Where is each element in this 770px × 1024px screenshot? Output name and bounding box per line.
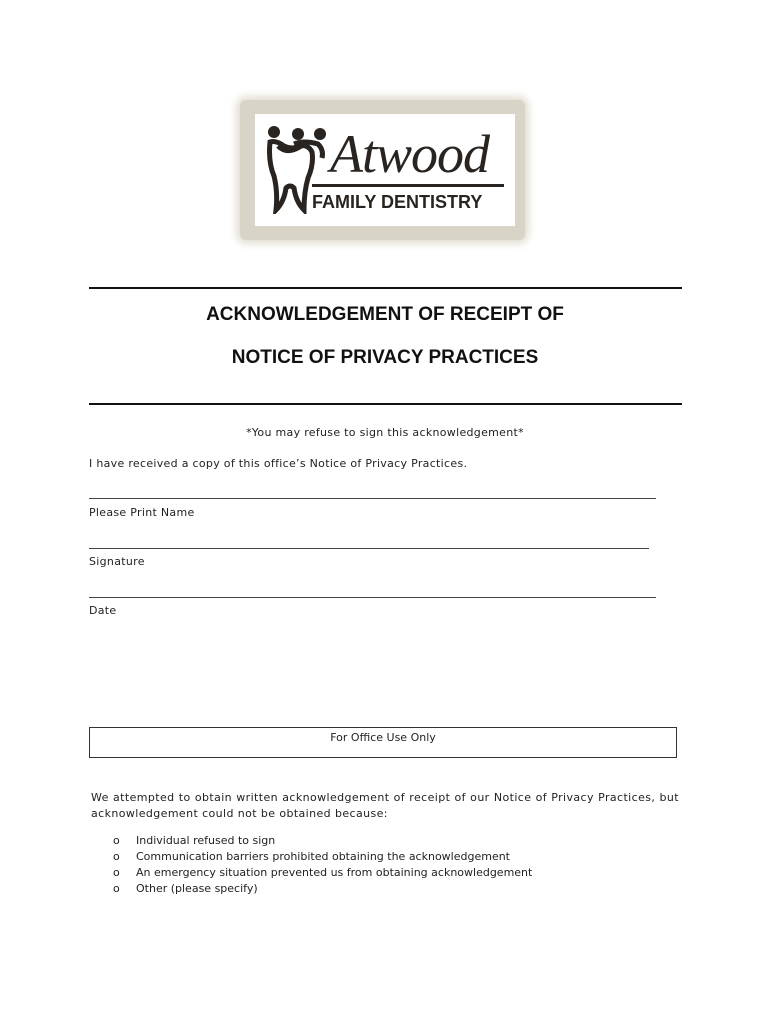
option-label: An emergency situation prevented us from obtaining acknowledgement [136,866,533,879]
logo-underline [312,184,504,187]
option-label: Other (please specify) [136,882,258,895]
refuse-note: *You may refuse to sign this acknowledgement* [246,426,524,439]
office-use-box [89,727,677,758]
option-label: Individual refused to sign [136,834,276,847]
logo-subtitle: FAMILY DENTISTRY [312,192,483,212]
checkbox-icon[interactable]: o [113,882,120,895]
page-title-line-2: NOTICE OF PRIVACY PRACTICES [231,347,539,368]
date-label: Date [89,604,117,617]
page-title-line-1: ACKNOWLEDGEMENT OF RECEIPT OF [206,304,564,325]
checkbox-icon[interactable]: o [113,834,120,847]
signature-label: Signature [89,555,145,568]
option-label: Communication barriers prohibited obtaining the acknowledgement [136,850,510,863]
receipt-statement: I have received a copy of this office’s Notice of Privacy Practices. [89,457,468,470]
top-rule [89,287,682,289]
checkbox-icon[interactable]: o [113,850,120,863]
date-field[interactable] [89,597,656,598]
logo-name: Atwood [330,124,490,184]
print-name-label: Please Print Name [89,506,195,519]
print-name-field[interactable] [89,498,656,499]
signature-field[interactable] [89,548,649,549]
office-use-label: For Office Use Only [330,731,436,744]
checkbox-icon[interactable]: o [113,866,120,879]
bottom-rule [89,403,682,405]
attempt-paragraph: We attempted to obtain written acknowledgement of receipt of our Notice of Privacy Practices, but acknowledgement could not be obtained because: [91,791,679,820]
